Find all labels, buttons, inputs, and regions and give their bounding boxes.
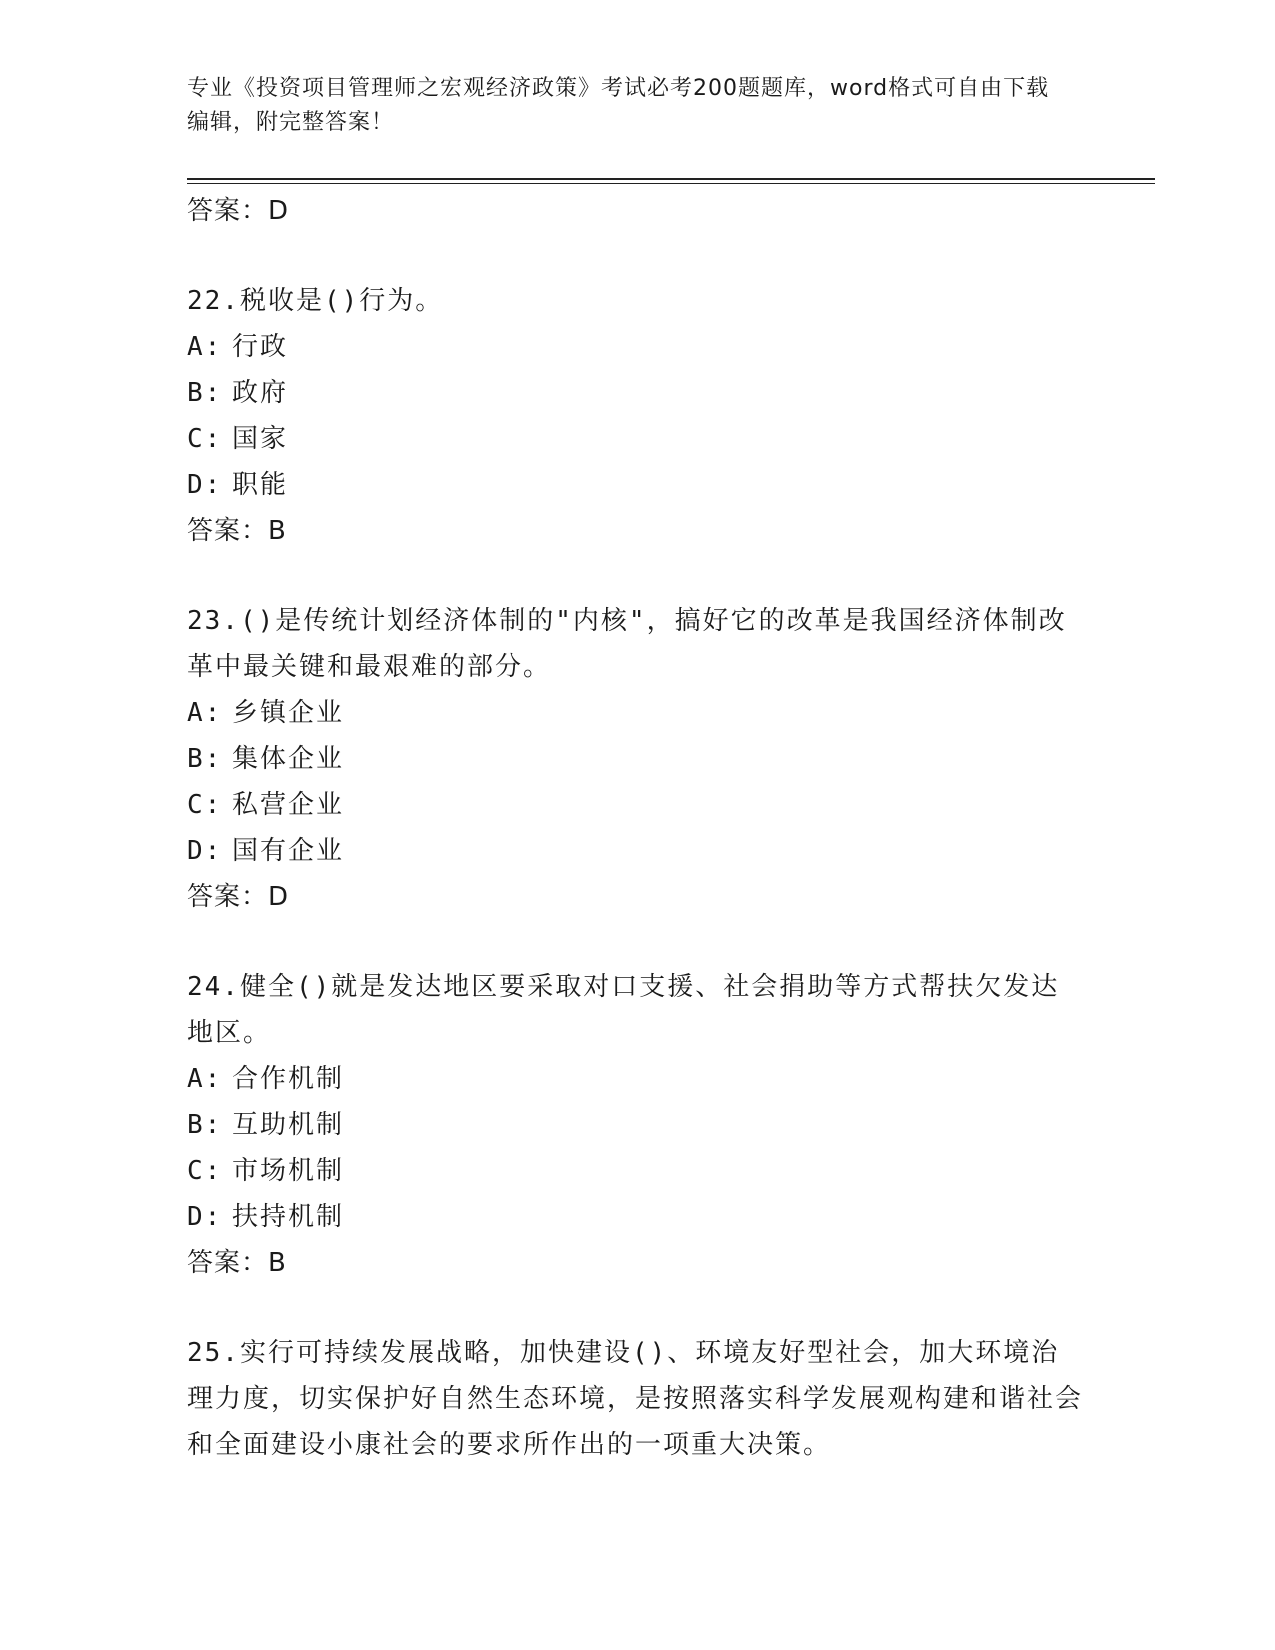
- option-text: 扶持机制: [232, 1202, 345, 1232]
- option-letter: D:: [187, 470, 223, 500]
- option-letter: D:: [187, 836, 223, 866]
- option-letter: A:: [187, 332, 223, 362]
- option-letter: B:: [187, 1110, 223, 1140]
- option-a: [187, 690, 1087, 736]
- option-text: 市场机制: [232, 1156, 345, 1186]
- option-letter: D:: [187, 1202, 223, 1232]
- document-body: [187, 188, 1087, 1468]
- option-letter: A:: [187, 698, 223, 728]
- question-22: [187, 278, 1087, 554]
- question-stem: 24.健全()就是发达地区要采取对口支援、社会捐助等方式帮扶欠发达地区。: [187, 972, 1060, 1048]
- option-b: [187, 370, 1087, 416]
- question-23: [187, 598, 1087, 920]
- option-text: 集体企业: [232, 744, 345, 774]
- answer-line: 答案：B: [187, 1248, 287, 1278]
- option-text: 职能: [232, 470, 289, 500]
- answer-line: 答案：D: [187, 196, 290, 226]
- option-d: [187, 828, 1087, 874]
- option-c: [187, 782, 1087, 828]
- option-text: 国家: [232, 424, 289, 454]
- option-text: 合作机制: [232, 1064, 345, 1094]
- question-24: [187, 964, 1087, 1286]
- option-letter: A:: [187, 1064, 223, 1094]
- option-text: 政府: [232, 378, 289, 408]
- question-25: [187, 1330, 1087, 1468]
- option-b: [187, 1102, 1087, 1148]
- option-text: 乡镇企业: [232, 698, 345, 728]
- header-divider: [187, 178, 1155, 180]
- page-header: 专业《投资项目管理师之宏观经济政策》考试必考200题题库，word格式可自由下载编辑，附完整答案！: [187, 76, 1050, 135]
- option-c: [187, 1148, 1087, 1194]
- option-letter: B:: [187, 378, 223, 408]
- option-text: 行政: [232, 332, 289, 362]
- option-text: 私营企业: [232, 790, 345, 820]
- option-text: 互助机制: [232, 1110, 345, 1140]
- option-a: [187, 324, 1087, 370]
- question-stem: 22.税收是()行为。: [187, 286, 444, 316]
- header-divider-thin: [187, 183, 1155, 184]
- option-letter: C:: [187, 1156, 223, 1186]
- option-d: [187, 462, 1087, 508]
- option-b: [187, 736, 1087, 782]
- question-stem: 23.()是传统计划经济体制的"内核"，搞好它的改革是我国经济体制改革中最关键和最艰难的部分。: [187, 606, 1067, 682]
- option-a: [187, 1056, 1087, 1102]
- option-c: [187, 416, 1087, 462]
- option-letter: B:: [187, 744, 223, 774]
- question-stem: 25.实行可持续发展战略，加快建设()、环境友好型社会，加大环境治理力度，切实保护好自然生态环境，是按照落实科学发展观构建和谐社会和全面建设小康社会的要求所作出的一项重大决策。: [187, 1338, 1084, 1460]
- option-letter: C:: [187, 424, 223, 454]
- option-letter: C:: [187, 790, 223, 820]
- answer-line: 答案：D: [187, 882, 290, 912]
- option-text: 国有企业: [232, 836, 345, 866]
- answer-line: 答案：B: [187, 516, 287, 546]
- option-d: [187, 1194, 1087, 1240]
